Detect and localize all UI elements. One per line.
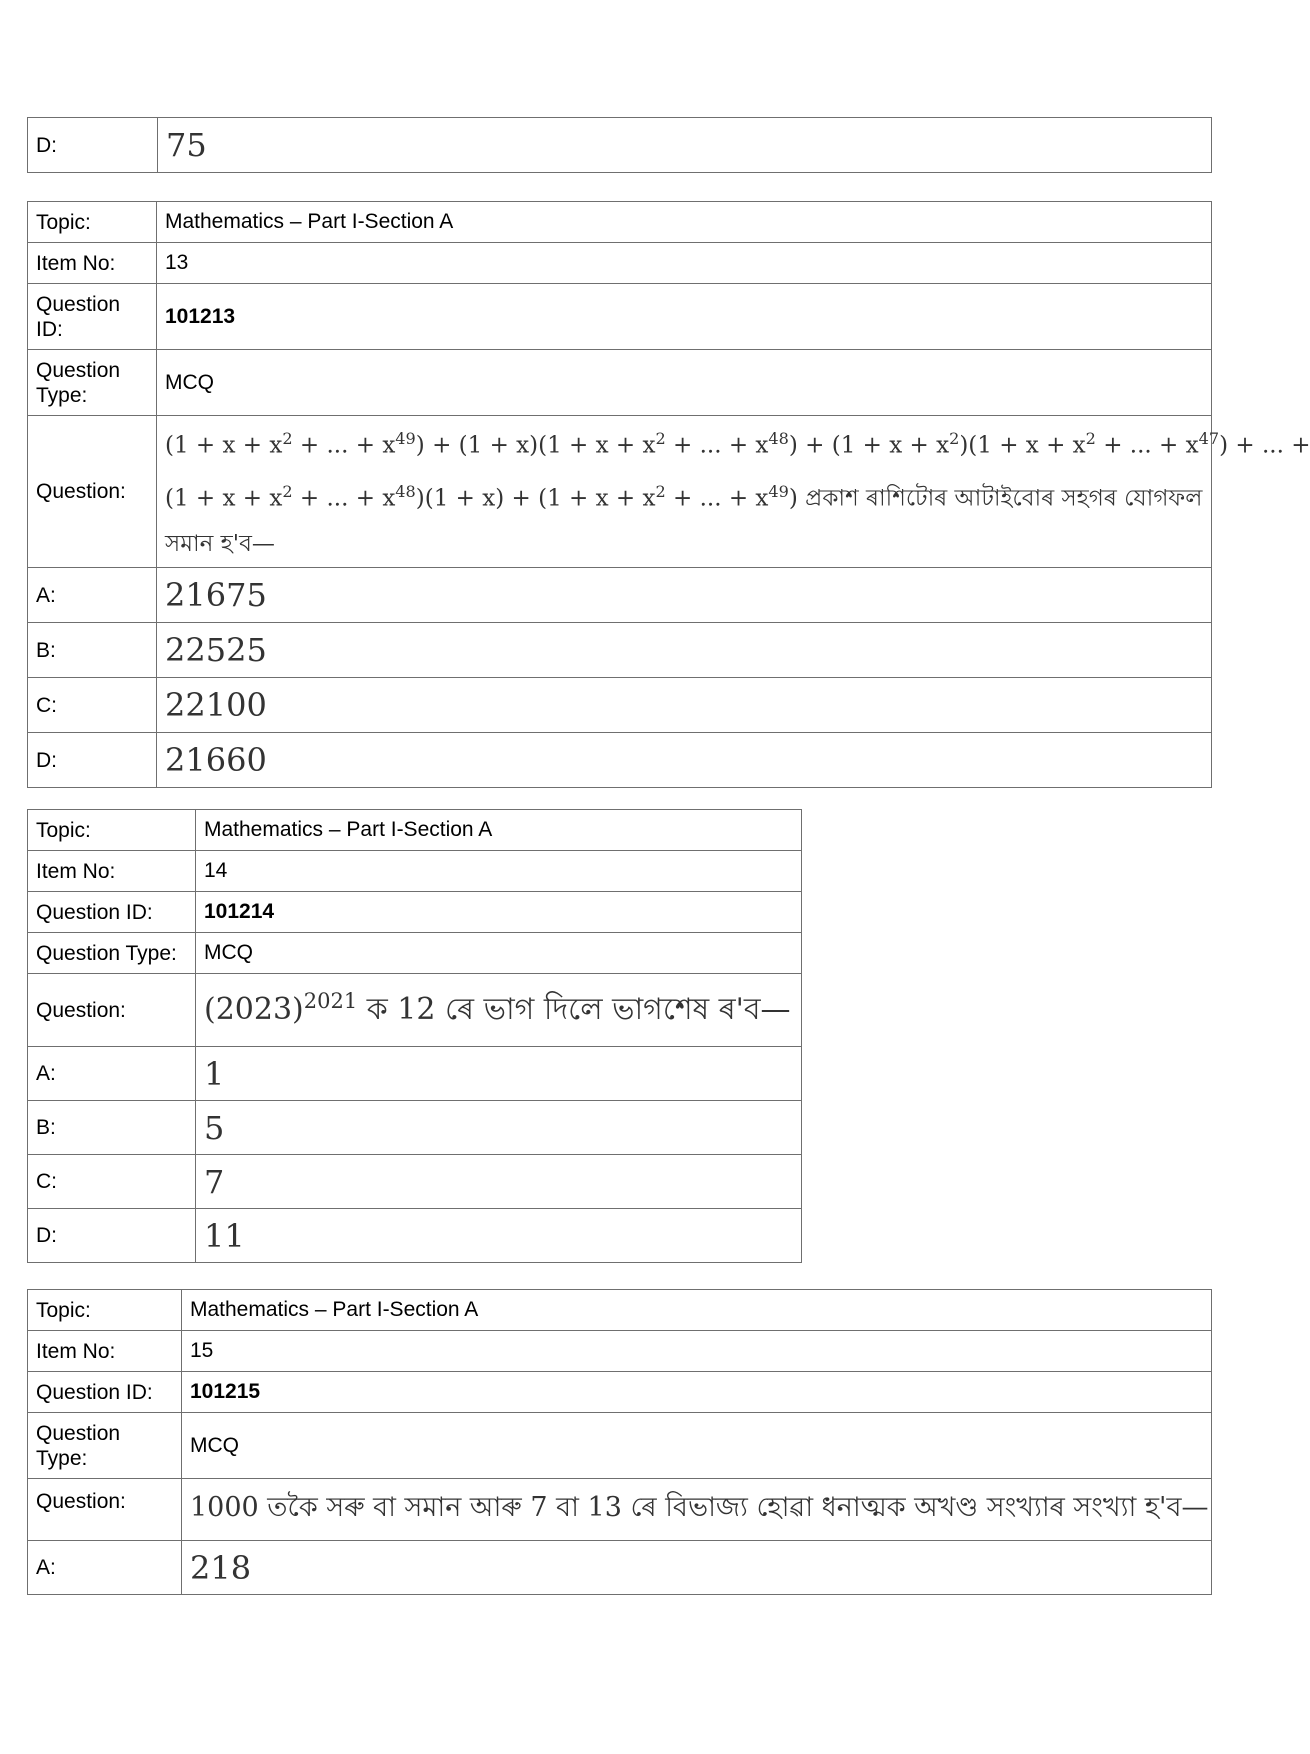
option-label: A:	[28, 568, 157, 623]
option-row	[28, 568, 1212, 623]
option-row	[28, 623, 1212, 678]
question-type-value: MCQ	[157, 350, 1212, 416]
question-block-15	[27, 1289, 1212, 1595]
question-label: Question:	[28, 974, 196, 1047]
topic-row	[28, 810, 802, 851]
question-text: $(2023)^{2021}$ ক 12 ৰে ভাগ দিলে ভাগশেষ ৰ'ব—	[196, 974, 802, 1047]
option-label: D:	[28, 1209, 196, 1263]
topic-value: Mathematics – Part I-Section A	[157, 202, 1212, 243]
item-no-row	[28, 1331, 1212, 1372]
item-no-row	[28, 243, 1212, 284]
option-row	[28, 1155, 802, 1209]
question-line-3: সমান হ'ব—	[165, 531, 275, 558]
question-row	[28, 1479, 1212, 1541]
topic-row	[28, 1290, 1212, 1331]
item-no-value: 14	[196, 851, 802, 892]
question-id-label: Question ID:	[28, 1372, 182, 1413]
item-no-value: 15	[182, 1331, 1212, 1372]
question-type-row	[28, 350, 1212, 416]
option-value: 5	[196, 1101, 802, 1155]
question-id-value: 101214	[196, 892, 802, 933]
question-line-2: ($1 + x + x^2$ + ... + $x^{48})(1 + x) + (1 + x + x^2$ + ... + $x^{49}$) প্ৰকাশ ৰাশিটোৰ আটাইবোৰ সহগৰ যোগফল	[165, 481, 1203, 512]
option-value: 11	[196, 1209, 802, 1263]
topic-label: Topic:	[28, 810, 196, 851]
option-label: D:	[28, 118, 158, 173]
question-id-label: Question ID:	[28, 284, 157, 350]
question-type-row	[28, 933, 802, 974]
prev-question-tail	[27, 117, 1212, 173]
option-row	[28, 678, 1212, 733]
question-id-value: 101213	[157, 284, 1212, 350]
question-type-row	[28, 1413, 1212, 1479]
question-text: 1000 তকৈ সৰু বা সমান আৰু 7 বা 13 ৰে বিভাজ্য হোৱা ধনাত্মক অখণ্ড সংখ্যাৰ সংখ্যা হ'ব—	[182, 1479, 1212, 1541]
option-value: 22525	[157, 623, 1212, 678]
question-type-value: MCQ	[196, 933, 802, 974]
option-label: B:	[28, 623, 157, 678]
option-value: 21660	[157, 733, 1212, 788]
question-id-row	[28, 892, 802, 933]
option-label: A:	[28, 1541, 182, 1595]
option-row	[28, 1101, 802, 1155]
topic-value: Mathematics – Part I-Section A	[196, 810, 802, 851]
option-row	[28, 1541, 1212, 1595]
question-row	[28, 416, 1212, 568]
option-row	[28, 1209, 802, 1263]
question-line-1: ($1 + x + x^2$ + ... + $x^{49}) + (1 + x)(1 + x + x^2$ + ... + $x^{48}) + (1 + x + x^2)(1 + x + x^2$ + ... + $x^{47}$) + ... +	[165, 429, 1310, 459]
question-type-label: Question Type:	[28, 350, 157, 416]
option-value: 22100	[157, 678, 1212, 733]
option-label: D:	[28, 733, 157, 788]
topic-row	[28, 202, 1212, 243]
question-type-value: MCQ	[182, 1413, 1212, 1479]
item-no-row	[28, 851, 802, 892]
question-label: Question:	[28, 416, 157, 568]
option-row	[28, 118, 1212, 173]
option-row	[28, 1047, 802, 1101]
question-row	[28, 974, 802, 1047]
option-label: A:	[28, 1047, 196, 1101]
item-no-value: 13	[157, 243, 1212, 284]
topic-value: Mathematics – Part I-Section A	[182, 1290, 1212, 1331]
option-value: 218	[182, 1541, 1212, 1595]
question-id-label: Question ID:	[28, 892, 196, 933]
question-id-row	[28, 284, 1212, 350]
option-value: 1	[196, 1047, 802, 1101]
option-label: B:	[28, 1101, 196, 1155]
option-value: 7	[196, 1155, 802, 1209]
option-label: C:	[28, 1155, 196, 1209]
question-id-row	[28, 1372, 1212, 1413]
item-no-label: Item No:	[28, 243, 157, 284]
question-type-label: Question Type:	[28, 933, 196, 974]
topic-label: Topic:	[28, 1290, 182, 1331]
option-value: 75	[158, 118, 1212, 173]
option-row	[28, 733, 1212, 788]
question-label: Question:	[28, 1479, 182, 1541]
question-type-label: Question Type:	[28, 1413, 182, 1479]
question-block-14	[27, 809, 802, 1263]
question-text	[157, 416, 1310, 568]
item-no-label: Item No:	[28, 851, 196, 892]
question-block-13	[27, 201, 1310, 788]
item-no-label: Item No:	[28, 1331, 182, 1372]
question-id-value: 101215	[182, 1372, 1212, 1413]
option-value: 21675	[157, 568, 1212, 623]
topic-label: Topic:	[28, 202, 157, 243]
option-label: C:	[28, 678, 157, 733]
